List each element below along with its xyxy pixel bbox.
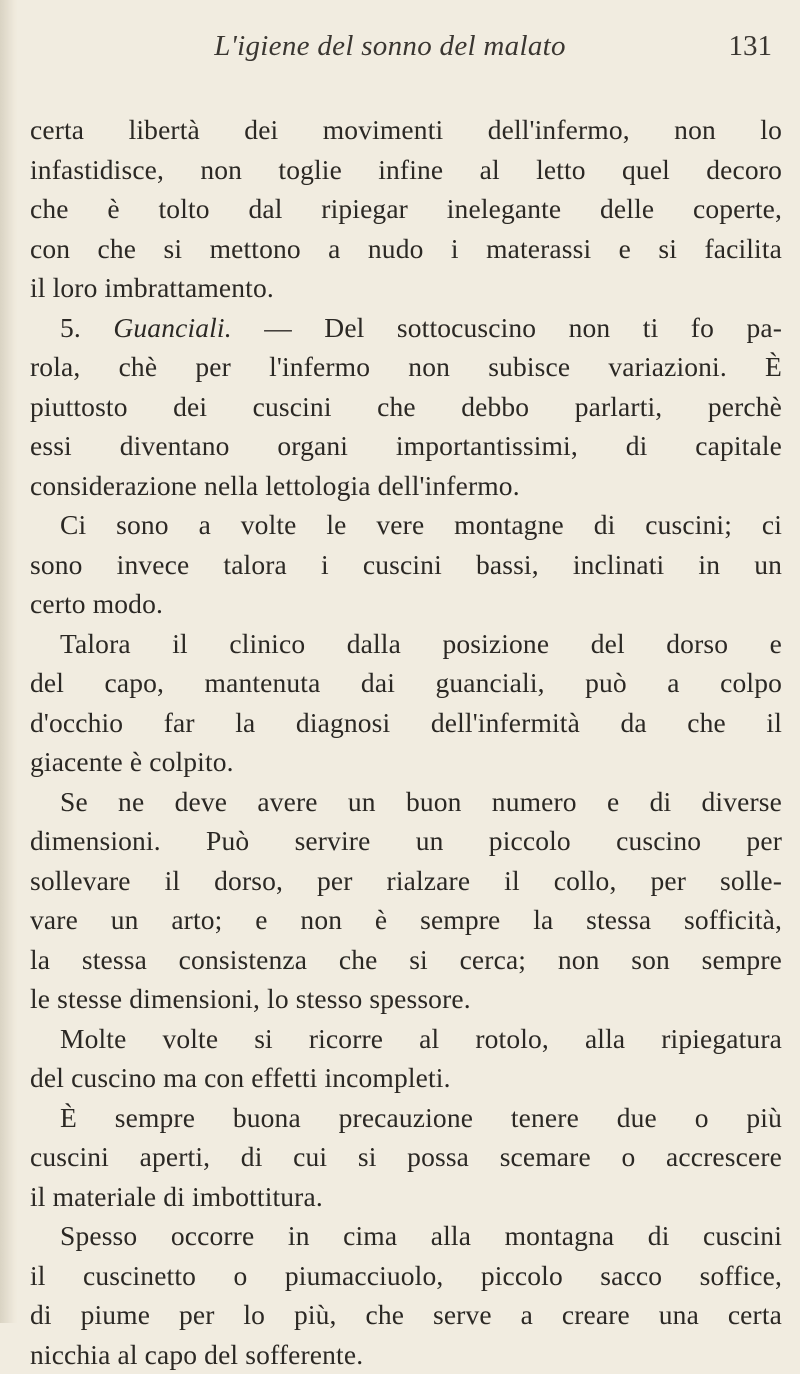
text-line: il cuscinetto o piumacciuolo, piccolo sacco soffice, bbox=[30, 1256, 782, 1296]
text-line: Molte volte si ricorre al rotolo, alla ripiegatura bbox=[30, 1019, 782, 1059]
text-line: la stessa consistenza che si cerca; non son sempre bbox=[30, 940, 782, 980]
text-line: infastidisce, non toglie infine al letto quel decoro bbox=[30, 150, 782, 190]
text-line: sollevare il dorso, per rialzare il collo, per solle- bbox=[30, 861, 782, 901]
text-line: giacente è colpito. bbox=[30, 742, 782, 782]
text-line: Spesso occorre in cima alla montagna di cuscini bbox=[30, 1216, 782, 1256]
paragraph bbox=[30, 624, 782, 782]
text-line: certa libertà dei movimenti dell'infermo, non lo bbox=[30, 110, 782, 150]
paragraph bbox=[30, 505, 782, 624]
page-gutter-shadow bbox=[0, 0, 18, 1323]
text-line: Ci sono a volte le vere montagne di cuscini; ci bbox=[30, 505, 782, 545]
text-line: certo modo. bbox=[30, 584, 782, 624]
text-line: con che si mettono a nudo i materassi e si facilita bbox=[30, 229, 782, 269]
text-line: piuttosto dei cuscini che debbo parlarti, perchè bbox=[30, 387, 782, 427]
running-title: L'igiene del sonno del malato bbox=[200, 30, 580, 63]
paragraph bbox=[30, 1019, 782, 1098]
text-line: che è tolto dal ripiegar inelegante delle coperte, bbox=[30, 189, 782, 229]
text-line: di piume per lo più, che serve a creare una certa bbox=[30, 1295, 782, 1335]
text-line: considerazione nella lettologia dell'infermo. bbox=[30, 466, 782, 506]
text-line: nicchia al capo del sofferente. bbox=[30, 1335, 782, 1374]
paragraph bbox=[30, 782, 782, 1019]
page-number: 131 bbox=[729, 30, 773, 63]
text-line: cuscini aperti, di cui si possa scemare o accrescere bbox=[30, 1137, 782, 1177]
text-line: dimensioni. Può servire un piccolo cuscino per bbox=[30, 821, 782, 861]
text-line: È sempre buona precauzione tenere due o più bbox=[30, 1098, 782, 1138]
text-line: Talora il clinico dalla posizione del dorso e bbox=[30, 624, 782, 664]
section-heading-line bbox=[30, 308, 782, 348]
text-line: Se ne deve avere un buon numero e di diverse bbox=[30, 782, 782, 822]
page-header bbox=[0, 22, 800, 66]
text-line: sono invece talora i cuscini bassi, inclinati in un bbox=[30, 545, 782, 585]
text-line: rola, chè per l'infermo non subisce variazioni. È bbox=[30, 347, 782, 387]
text-line: d'occhio far la diagnosi dell'infermità da che il bbox=[30, 703, 782, 743]
section-number: 5. bbox=[60, 312, 81, 343]
section-first-line-text: — Del sottocuscino non ti fo pa- bbox=[264, 312, 782, 343]
text-line: del cuscino ma con effetti incompleti. bbox=[30, 1058, 782, 1098]
text-line: del capo, mantenuta dai guanciali, può a colpo bbox=[30, 663, 782, 703]
section-title: Guanciali. bbox=[113, 312, 231, 343]
text-line: essi diventano organi importantissimi, di capitale bbox=[30, 426, 782, 466]
paragraph bbox=[30, 110, 782, 308]
text-line: le stesse dimensioni, lo stesso spessore. bbox=[30, 979, 782, 1019]
body-text bbox=[30, 110, 782, 1374]
paragraph bbox=[30, 1216, 782, 1374]
paragraph-section bbox=[30, 308, 782, 506]
text-line: il loro imbrattamento. bbox=[30, 268, 782, 308]
text-line: il materiale di imbottitura. bbox=[30, 1177, 782, 1217]
text-line: vare un arto; e non è sempre la stessa sofficità, bbox=[30, 900, 782, 940]
paragraph bbox=[30, 1098, 782, 1217]
